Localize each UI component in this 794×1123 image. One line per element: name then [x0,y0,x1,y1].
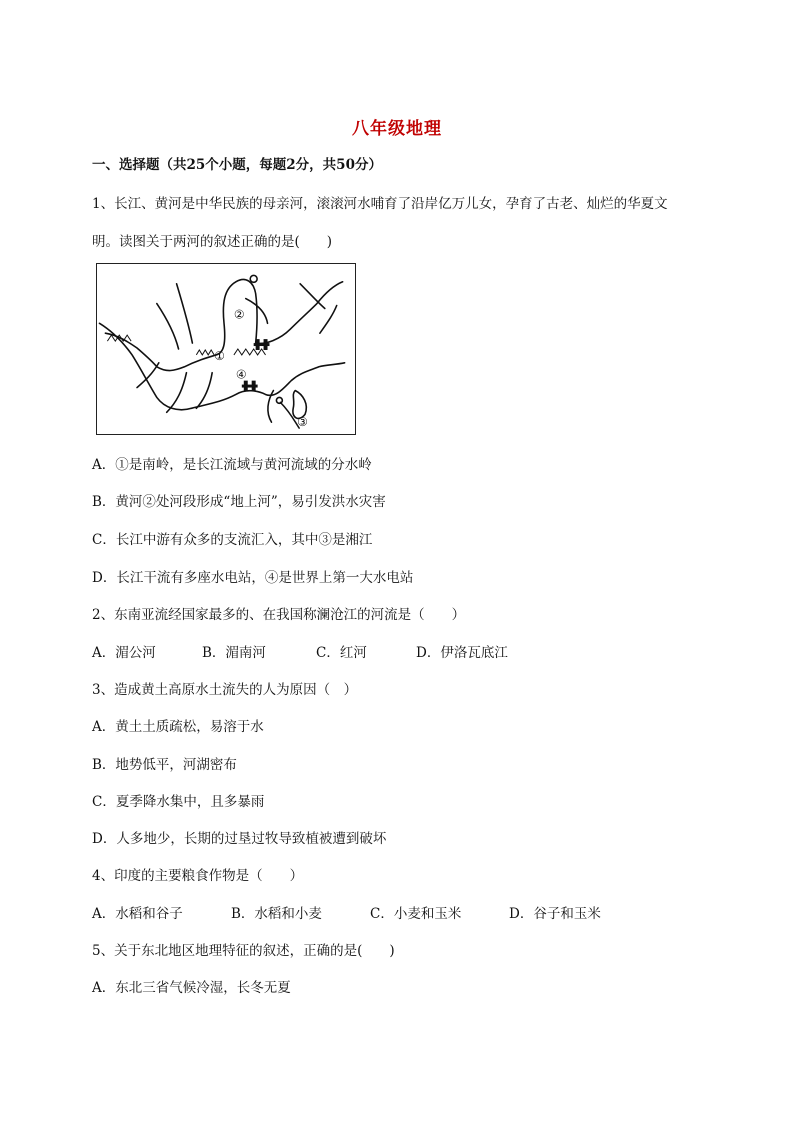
question-2-option-c: C．红河 [316,645,367,661]
question-3-option-b: B．地势低平，河湖密布 [92,757,237,773]
yangtze-river [99,323,344,409]
question-5-option-a: A．东北三省气候冷湿，长冬无夏 [92,980,291,996]
question-4-option-a: A．水稻和谷子 [92,906,183,922]
question-3-stem: 3、造成黄土高原水土流失的人为原因（ ） [92,682,358,698]
river-map-svg [97,264,355,434]
question-3-option-a: A．黄土土质疏松，易溶于水 [92,719,264,735]
map-label-4: ④ [235,367,247,382]
question-1-option-b: B．黄河②处河段形成“地上河”，易引发洪水灾害 [92,494,386,510]
question-1-option-a: A．①是南岭，是长江流域与黄河流域的分水岭 [92,457,372,473]
question-4-option-c: C．小麦和玉米 [370,906,462,922]
map-label-2: ② [233,307,245,322]
question-1-option-c: C．长江中游有众多的支流汇入，其中③是湘江 [92,532,373,548]
map-label-3: ③ [297,415,308,430]
question-4-stem: 4、印度的主要粮食作物是（ ） [92,868,304,884]
question-3-option-c: C．夏季降水集中，且多暴雨 [92,794,265,810]
map-label-1: ① [214,348,225,363]
question-2-options [92,641,508,661]
question-5-stem: 5、关于东北地区地理特征的叙述，正确的是( ) [92,943,395,959]
question-2-option-a: A．湄公河 [92,645,156,661]
question-4-option-b: B．水稻和小麦 [231,906,322,922]
question-2-option-d: D．伊洛瓦底江 [416,645,508,661]
section-heading: 一、选择题（共25个小题，每题2分，共50分） [92,157,382,173]
question-1-stem-line2: 明。读图关于两河的叙述正确的是( ) [92,234,333,250]
question-1-option-d: D．长江干流有多座水电站，④是世界上第一大水电站 [92,570,414,586]
river-map-figure [96,263,356,435]
question-3-option-d: D．人多地少，长期的过垦过牧导致植被遭到破坏 [92,831,387,847]
question-4-option-d: D．谷子和玉米 [509,906,601,922]
question-1-stem-line1: 1、长江、黄河是中华民族的母亲河，滚滚河水哺育了沿岸亿万儿女，孕育了古老、灿烂的华夏文 [92,196,668,212]
question-4-options [92,902,601,922]
page-title: 八年级地理 [352,119,442,139]
question-2-stem: 2、东南亚流经国家最多的、在我国称澜沧江的河流是（ ） [92,607,466,623]
question-2-option-b: B．湄南河 [202,645,266,661]
